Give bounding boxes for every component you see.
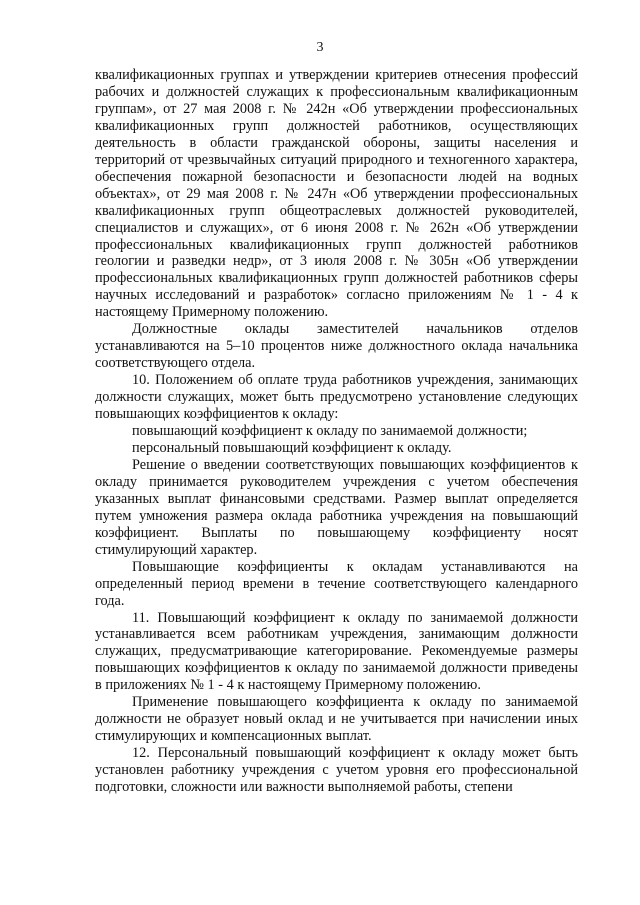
- paragraph-deputy-salaries: Должностные оклады заместителей начальников отделов устанавливаются на 5–10 процентов ниже должностного оклада начальника соответствующего отдела.: [95, 321, 578, 372]
- page-number: 3: [316, 40, 324, 55]
- list-item-position-coefficient: повышающий коэффициент к окладу по занимаемой должности;: [132, 423, 528, 440]
- paragraph-continuation: квалификационных группах и утверждении критериев отнесения профессий рабочих и должностей служащих к профессиональным квалификационным группам», от 27 мая 2008 г. № 242н «Об утверждении профессиональных квалификационных групп должностей работников, осуществляющих деятельность в области гражданской обороны, защиты населения и территорий от чрезвычайных ситуаций природного и техногенного характера, обеспечения пожарной безопасности и безопасности людей на водных объектах», от 29 мая 2008 г. № 247н «Об утверждении профессиональных квалификационных групп общеотраслевых должностей руководителей, специалистов и служащих», от 6 июня 2008 г. № 262н «Об утверждении профессиональных квалификационных групп должностей работников геологии и разведки недр», от 3 июля 2008 г. № 305н «Об утверждении профессиональных квалификационных групп должностей работников сферы научных исследований и разработок» согласно приложениям № 1 - 4 к настоящему Примерному положению.: [95, 67, 578, 321]
- paragraph-decision: Решение о введении соответствующих повышающих коэффициентов к окладу принимается руководителем учреждения с учетом обеспечения указанных выплат финансовыми средствами. Размер выплат определяется путем умножения размера оклада работника учреждения на повышающий коэффициент. Выплаты по повышающему коэффициенту носят стимулирующий характер.: [95, 456, 578, 558]
- paragraph-item-10: 10. Положением об оплате труда работников учреждения, занимающих должности служащих, может быть предусмотрено установление следующих повышающих коэффициентов к окладу:: [95, 372, 578, 423]
- paragraph-application: Применение повышающего коэффициента к окладу по занимаемой должности не образует новый оклад и не учитывается при начислении иных стимулирующих и компенсационных выплат.: [95, 694, 578, 745]
- list-item-personal-coefficient: персональный повышающий коэффициент к окладу.: [132, 439, 452, 456]
- paragraph-item-11: 11. Повышающий коэффициент к окладу по занимаемой должности устанавливается всем работникам учреждения, занимающим должности служащих, предусматривающие категорирование. Рекомендуемые размеры повышающих коэффициентов к окладу по занимаемой должности приведены в приложениях № 1 - 4 к настоящему Примерному положению.: [95, 609, 578, 694]
- paragraph-item-12: 12. Персональный повышающий коэффициент к окладу может быть установлен работнику учреждения с учетом уровня его профессиональной подготовки, сложности или важности выполняемой работы, степени: [95, 745, 578, 796]
- document-body: [95, 67, 578, 796]
- paragraph-period: Повышающие коэффициенты к окладам устанавливаются на определенный период времени в течение соответствующего календарного года.: [95, 558, 578, 609]
